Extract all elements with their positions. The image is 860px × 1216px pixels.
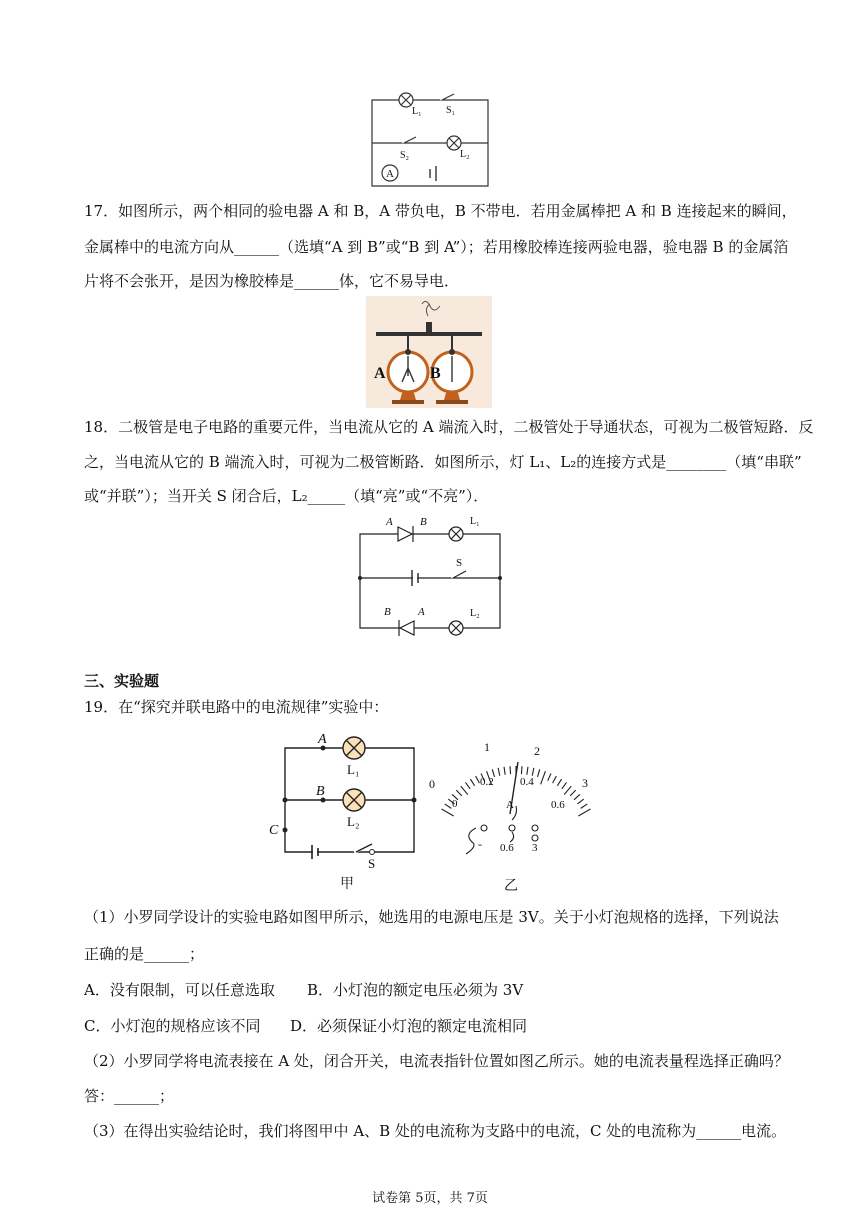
label-c: C bbox=[269, 823, 279, 838]
circuit-figure-top bbox=[360, 84, 500, 189]
dial-tick bbox=[498, 768, 500, 776]
q19-p1-line1: （1）小罗同学设计的实验电路如图甲所示，她选用的电源电压是 3V。关于小灯泡规格的选择，下列说法 bbox=[84, 908, 779, 926]
q19-p1-line2: 正确的是______； bbox=[84, 945, 205, 963]
ammeter-dial-figure bbox=[426, 740, 606, 892]
bottom-tick-2: 0.4 bbox=[520, 776, 534, 788]
dial-tick bbox=[532, 768, 534, 776]
label-l1: L₁ bbox=[347, 762, 360, 777]
label-l1: L₁ bbox=[470, 516, 480, 527]
diode-circuit-figure bbox=[356, 508, 506, 634]
dial-tick bbox=[470, 779, 474, 786]
label-l1: L₁ bbox=[412, 106, 422, 117]
label-b1: B bbox=[420, 516, 427, 528]
q19-option-a: A．没有限制，可以任意选取 bbox=[84, 981, 275, 999]
dial-tick bbox=[461, 786, 468, 794]
q19-p2-line1: （2）小罗同学将电流表接在 A 处，闭合开关，电流表指针位置如图乙所示。她的电流表量程选择正确吗？ bbox=[84, 1052, 789, 1070]
bottom-tick-3: 0.6 bbox=[551, 799, 565, 811]
dial-tick bbox=[442, 809, 454, 816]
dial-tick bbox=[541, 771, 546, 784]
top-tick-2: 2 bbox=[534, 744, 540, 758]
section-title: 三、实验题 bbox=[84, 672, 160, 690]
label-s: S bbox=[368, 856, 376, 871]
label-s1: S₁ bbox=[446, 105, 456, 116]
dial-tick bbox=[465, 782, 470, 788]
label-s2: S₂ bbox=[400, 150, 410, 161]
q19-intro: 19．在“探究并联电路中的电流规律”实验中： bbox=[84, 698, 389, 716]
dial-tick bbox=[548, 773, 551, 780]
page-footer: 试卷第 5页，共 7页 bbox=[372, 1191, 488, 1206]
dial-tick bbox=[527, 767, 528, 775]
q18-line3: 或“并联”）；当开关 S 闭合后，L₂_____（填“亮”或“不亮”）． bbox=[84, 487, 489, 505]
dial-tick bbox=[557, 779, 561, 786]
electroscope-figure bbox=[366, 296, 492, 408]
dial-tick bbox=[581, 804, 588, 808]
dial-tick bbox=[456, 790, 462, 796]
caption-yi: 乙 bbox=[504, 879, 518, 894]
label-b2: B bbox=[384, 606, 391, 618]
top-tick-3: 3 bbox=[582, 776, 588, 790]
dial-tick bbox=[564, 786, 571, 794]
q17-line1: 17．如图所示，两个相同的验电器 A 和 B，A 带负电，B 不带电．若用金属棒把 A 和 B 连接起来的瞬间， bbox=[84, 202, 797, 220]
terminal-3: 3 bbox=[532, 842, 538, 854]
parallel-circuit-figure bbox=[268, 726, 428, 892]
label-b: B bbox=[430, 365, 441, 382]
unit-label: A bbox=[506, 799, 514, 811]
dial-tick bbox=[577, 799, 583, 804]
label-a: A bbox=[374, 365, 386, 382]
dial-tick bbox=[537, 769, 539, 777]
terminal-neg: - bbox=[478, 837, 482, 851]
top-tick-0: 0 bbox=[429, 777, 435, 791]
bottom-tick-0: 0 bbox=[452, 798, 458, 810]
q18-line2: 之，当电流从它的 B 端流入时，可视为二极管断路．如图所示，灯 L₁、L₂的连接方式是________（填“串联” bbox=[84, 453, 802, 471]
label-l2: L₂ bbox=[470, 608, 480, 619]
label-a2: A bbox=[418, 606, 425, 618]
q18-line1: 18．二极管是电子电路的重要元件，当电流从它的 A 端流入时，二极管处于导通状态，可视为二极管短路．反 bbox=[84, 418, 814, 436]
q19-option-c: C．小灯泡的规格应该不同 bbox=[84, 1017, 261, 1035]
dial-tick bbox=[553, 776, 557, 783]
dial-tick bbox=[578, 809, 590, 816]
q19-option-b: B．小灯泡的额定电压必须为 3V bbox=[307, 981, 524, 999]
q19-p2-line2: 答：______； bbox=[84, 1087, 175, 1105]
ammeter-label: A bbox=[386, 168, 394, 180]
caption-jia: 甲 bbox=[340, 877, 354, 892]
dial-tick bbox=[476, 776, 480, 783]
label-a1: A bbox=[386, 516, 393, 528]
q19-option-d: D．必须保证小灯泡的额定电流相同 bbox=[290, 1017, 528, 1035]
dial-tick bbox=[574, 794, 580, 799]
dial-tick bbox=[510, 766, 511, 774]
label-s: S bbox=[456, 557, 463, 569]
terminal-06: 0.6 bbox=[500, 842, 514, 854]
dial-tick bbox=[504, 767, 505, 775]
q17-line3: 片将不会张开，是因为橡胶棒是______体，它不易导电． bbox=[84, 272, 460, 290]
label-l2: L₂ bbox=[460, 149, 470, 160]
dial-tick bbox=[570, 790, 576, 796]
label-a: A bbox=[318, 732, 327, 747]
dial-tick bbox=[521, 766, 522, 774]
q17-line2: 金属棒中的电流方向从______（选填“A 到 B”或“B 到 A”）；若用橡胶棒连接两验电器，验电器 B 的金属箔 bbox=[84, 238, 789, 256]
dial-tick bbox=[562, 782, 567, 788]
bottom-tick-1: 0.2 bbox=[480, 776, 494, 788]
label-l2: L₂ bbox=[347, 814, 360, 829]
dial-tick bbox=[445, 804, 452, 808]
label-b: B bbox=[316, 784, 325, 799]
top-tick-1: 1 bbox=[484, 740, 490, 754]
q19-p3-line1: （3）在得出实验结论时，我们将图甲中 A、B 处的电流称为支路中的电流，C 处的电流称为______电流。 bbox=[84, 1122, 787, 1140]
